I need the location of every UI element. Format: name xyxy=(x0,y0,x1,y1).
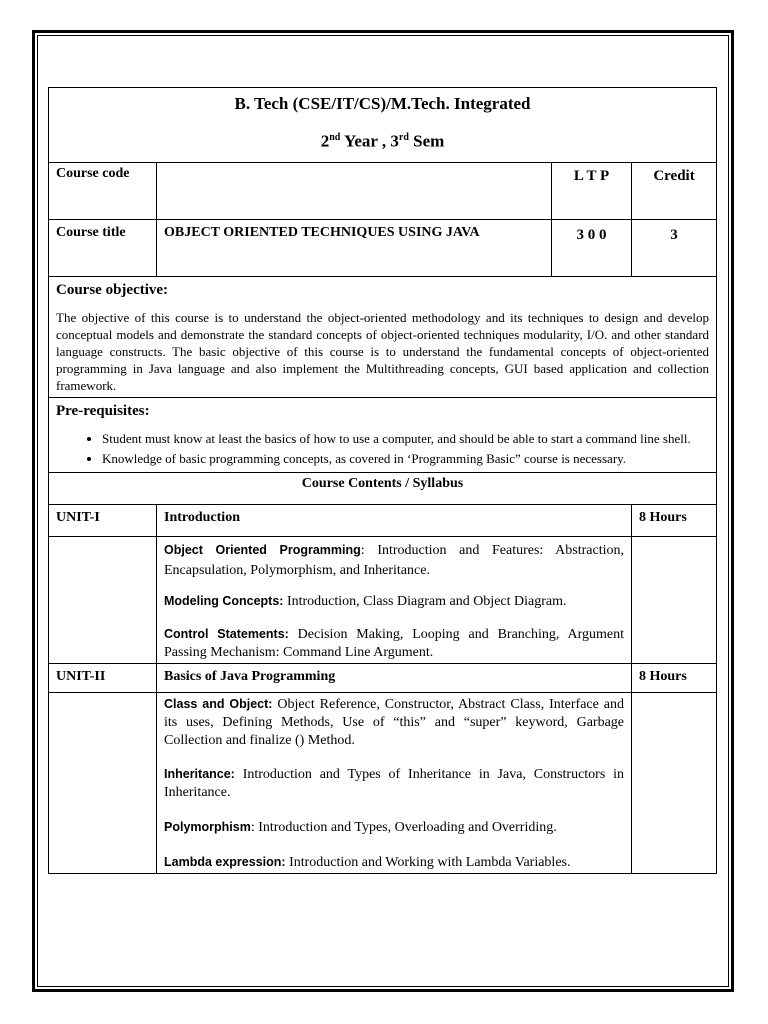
topic: Object Oriented Programming: Introduction and Features: Abstraction, Encapsulation, Polymorphism, and Inheritance. xyxy=(164,542,624,578)
unit-topics xyxy=(157,692,632,873)
program-title: B. Tech (CSE/IT/CS)/M.Tech. Integrated xyxy=(234,94,531,113)
topic: Class and Object: Object Reference, Constructor, Abstract Class, Interface and its uses, Defining Methods, Use of “this” and “super” keyword, Garbage Collection and finalize () Method. xyxy=(164,696,625,748)
unit-topics-row xyxy=(49,536,717,663)
list-item: • Knowledge of basic programming concepts, as covered in ‘Programming Basic” course is necessary. xyxy=(102,449,709,468)
unit-topics xyxy=(157,536,632,663)
objective-text: The objective of this course is to understand the object-oriented methodology and its techniques to design and develop conceptual models and demonstrate the standard concepts of object-oriented techniques modularity, I/O. and other standard language constructs. The basic objective of this course is to understand the fundamental concepts of object-oriented programming in Java language and also implement the Multithreading concepts, GUI based application and collection framework. xyxy=(56,309,710,393)
course-code-value xyxy=(157,162,552,219)
topic: Control Statements: Decision Making, Looping and Branching, Argument Passing Mechanism: Command Line Argument. xyxy=(164,626,624,660)
year-sem: 2nd Year , 3rd Sem xyxy=(320,131,445,151)
topic: Lambda expression: Introduction and Working with Lambda Variables. xyxy=(164,854,571,870)
list-item: • Student must know at least the basics of how to use a computer, and should be able to start a command line shell. xyxy=(102,429,709,448)
course-code-label: Course code xyxy=(49,162,157,219)
ltp-label: L T P xyxy=(552,162,632,219)
objective-row xyxy=(49,276,717,397)
program-header xyxy=(49,88,717,163)
unit-label: UNIT-I xyxy=(49,504,157,536)
syllabus-title: Course Contents / Syllabus xyxy=(49,472,717,504)
credit-label: Credit xyxy=(632,162,717,219)
unit-row xyxy=(49,663,717,692)
prerequisites xyxy=(49,397,717,472)
prerequisites-label: Pre-requisites: xyxy=(56,402,150,419)
prerequisites-list xyxy=(56,429,709,468)
topic: Inheritance: Introduction and Types of Inheritance in Java, Constructors in Inheritance. xyxy=(164,766,625,800)
unit-name: Basics of Java Programming xyxy=(157,663,632,692)
ltp-value: 3 0 0 xyxy=(552,219,632,276)
course-title-value: OBJECT ORIENTED TECHNIQUES USING JAVA xyxy=(157,219,552,276)
course-objective xyxy=(49,276,717,397)
course-code-row xyxy=(49,162,717,219)
credit-value: 3 xyxy=(632,219,717,276)
syllabus-title-row xyxy=(49,472,717,504)
unit-label: UNIT-II xyxy=(49,663,157,692)
unit-topics-row xyxy=(49,692,717,873)
unit-hours: 8 Hours xyxy=(632,663,717,692)
syllabus-table xyxy=(48,87,717,874)
course-title-row xyxy=(49,219,717,276)
prerequisites-row xyxy=(49,397,717,472)
unit-hours: 8 Hours xyxy=(632,504,717,536)
unit-row xyxy=(49,504,717,536)
unit-name: Introduction xyxy=(157,504,632,536)
header-row xyxy=(49,88,717,163)
topic: Modeling Concepts: Introduction, Class Diagram and Object Diagram. xyxy=(164,593,567,609)
course-title-label: Course title xyxy=(49,219,157,276)
objective-label: Course objective: xyxy=(56,281,169,298)
topic: Polymorphism: Introduction and Types, Overloading and Overriding. xyxy=(164,819,557,835)
